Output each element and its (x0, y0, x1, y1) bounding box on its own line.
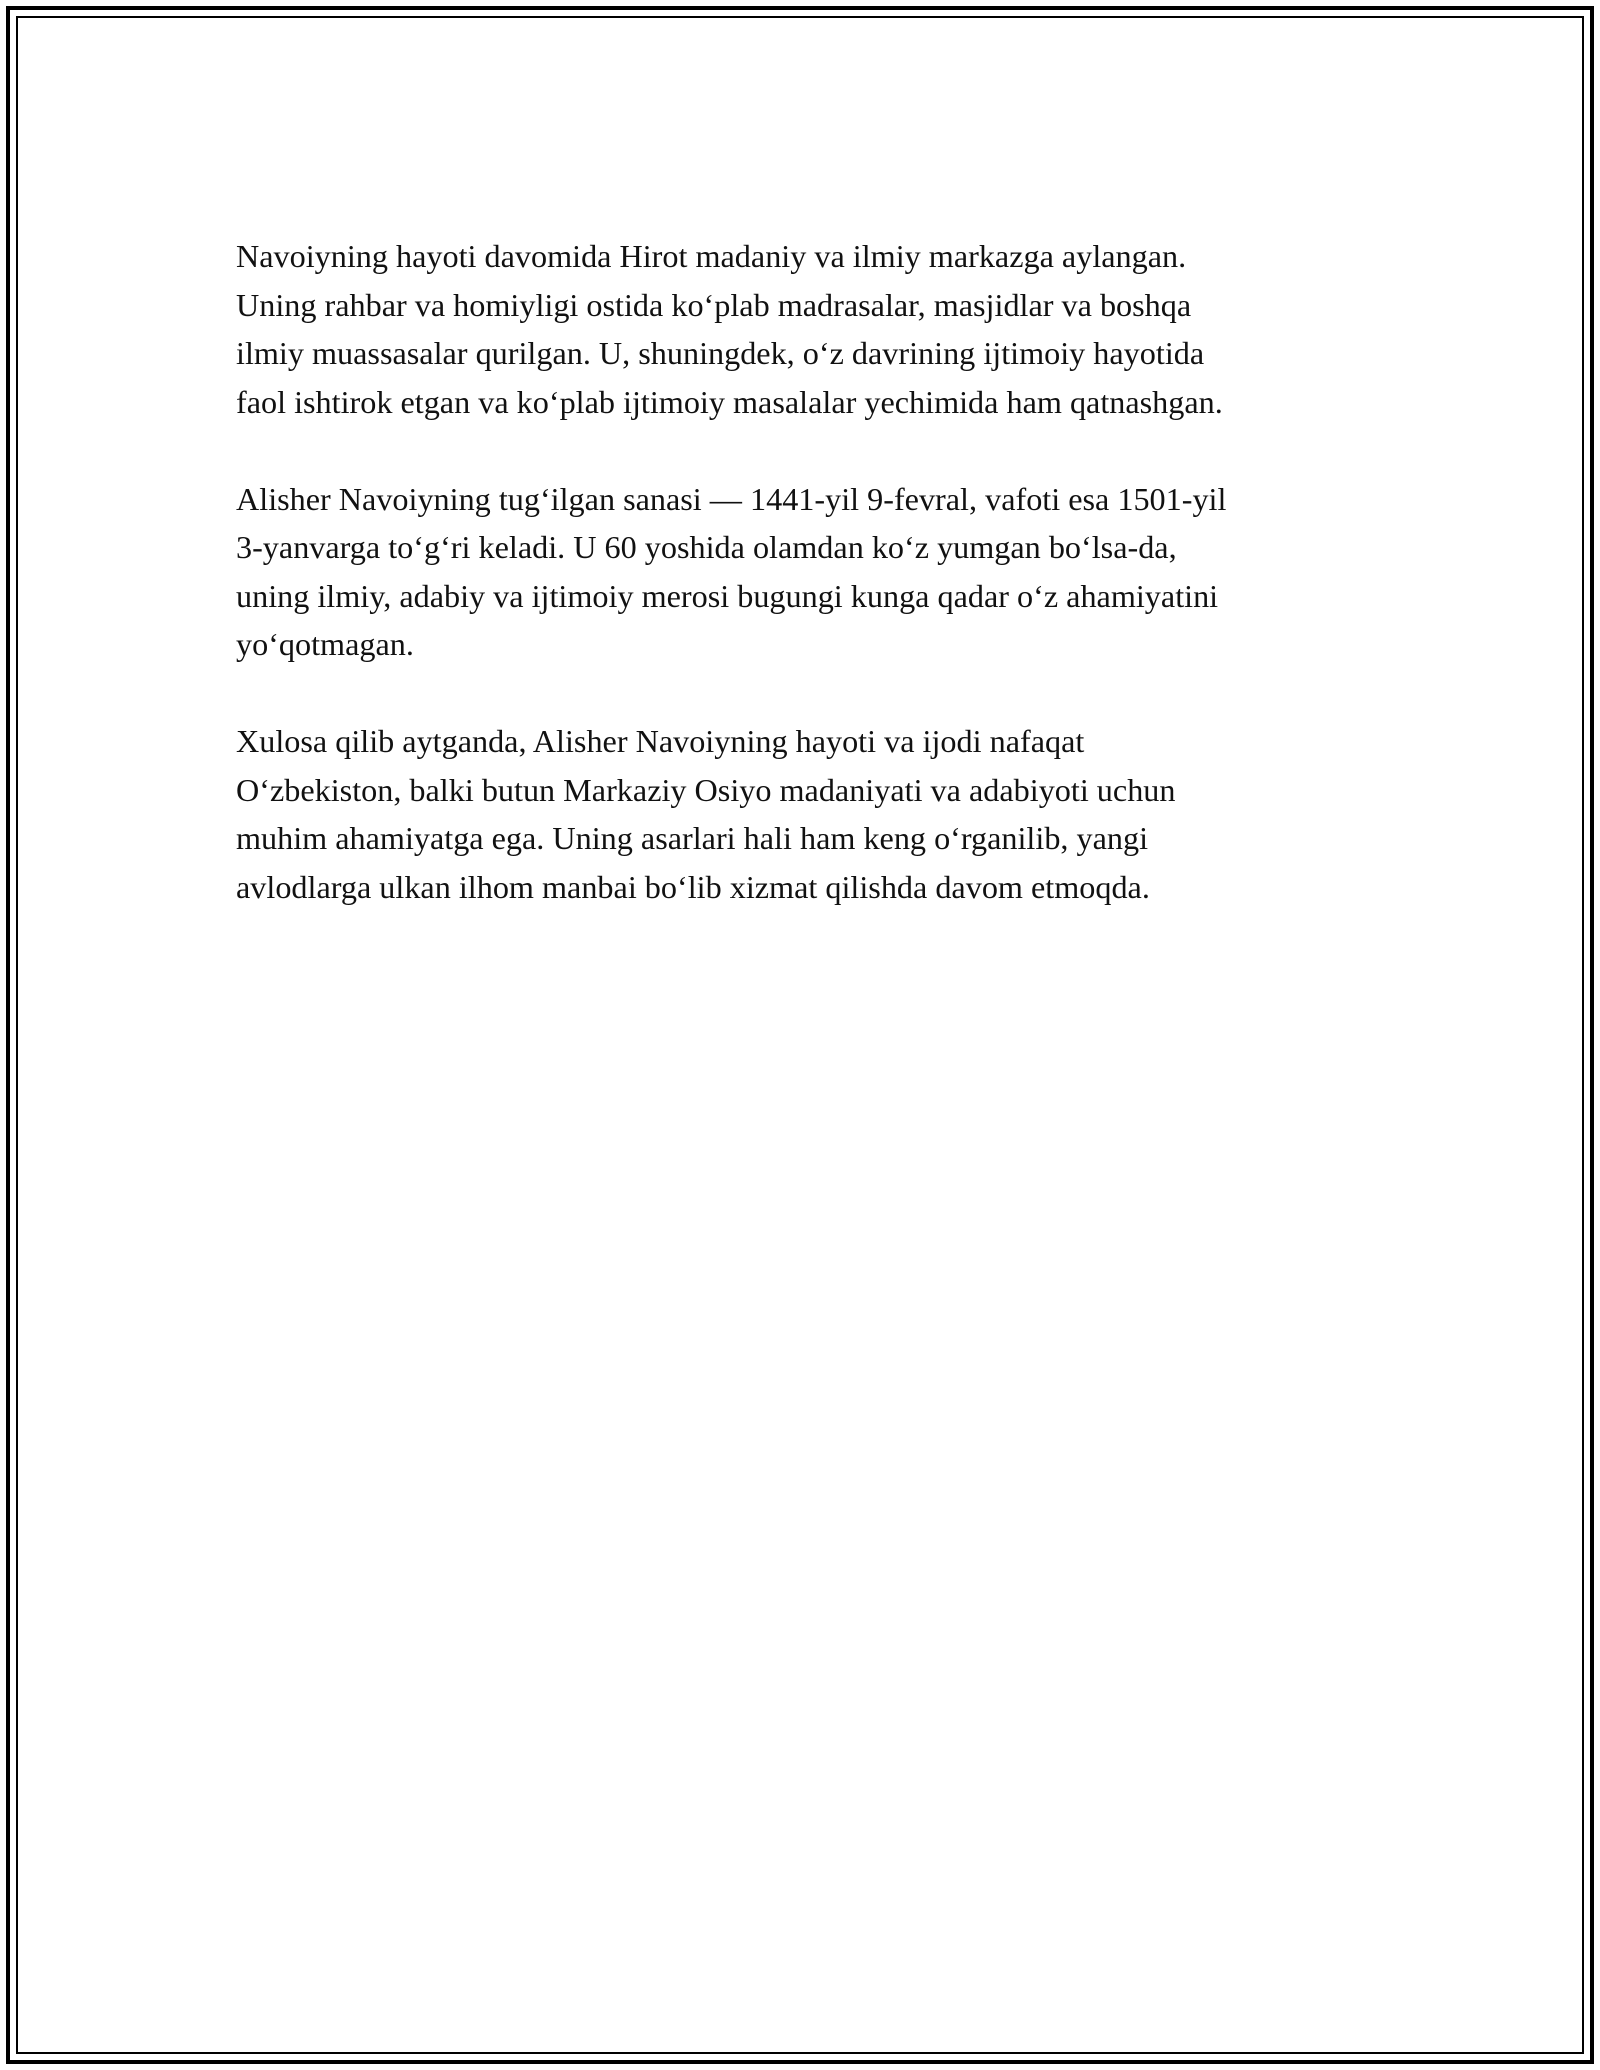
paragraph-1 (236, 232, 1396, 426)
document-body (236, 232, 1396, 960)
paragraph-line: uning ilmiy, adabiy va ijtimoiy merosi bugungi kunga qadar o‘z ahamiyatini (236, 577, 1219, 614)
paragraph-line: faol ishtirok etgan va ko‘plab ijtimoiy masalalar yechimida ham qatnashgan. (236, 383, 1223, 420)
paragraph-line: avlodlarga ulkan ilhom manbai bo‘lib xizmat qilishda davom etmoqda. (236, 868, 1150, 905)
paragraph-line: muhim ahamiyatga ega. Uning asarlari hali ham keng o‘rganilib, yangi (236, 820, 1149, 856)
paragraph-line: 3-yanvarga to‘g‘ri keladi. U 60 yoshida olamdan ko‘z yumgan bo‘lsa-da, (236, 529, 1177, 565)
paragraph-line: Xulosa qilib aytganda, Alisher Navoiyning hayoti va ijodi nafaqat (236, 723, 1085, 759)
paragraph-line: Navoiyning hayoti davomida Hirot madaniy va ilmiy markazga aylangan. (236, 238, 1187, 274)
paragraph-line: ilmiy muassasalar qurilgan. U, shuningdek, o‘z davrining ijtimoiy hayotida (236, 335, 1205, 371)
paragraph-line: Alisher Navoiyning tug‘ilgan sanasi — 1441-yil 9-fevral, vafoti esa 1501-yil (236, 480, 1227, 517)
paragraph-line: yo‘qotmagan. (236, 626, 414, 662)
paragraph-line: Uning rahbar va homiyligi ostida ko‘plab madrasalar, masjidlar va boshqa (236, 286, 1192, 323)
paragraph-3 (236, 717, 1396, 911)
paragraph-2 (236, 475, 1396, 669)
paragraph-line: O‘zbekiston, balki butun Markaziy Osiyo madaniyati va adabiyoti uchun (236, 771, 1176, 808)
